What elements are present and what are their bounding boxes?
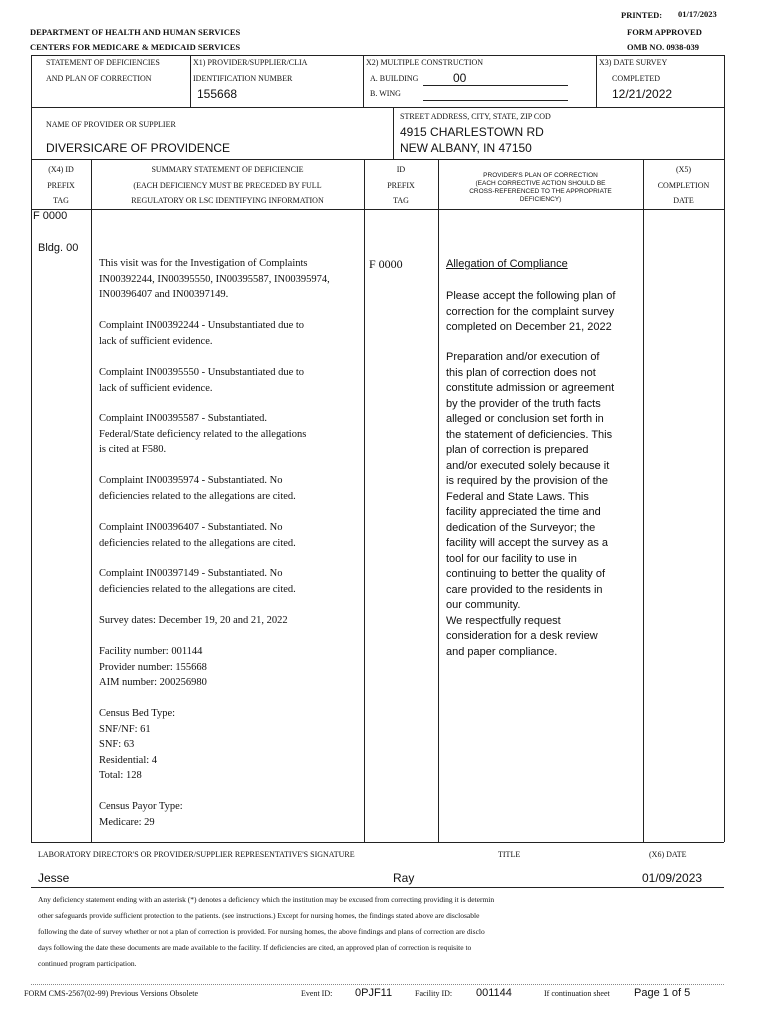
disclaimer-line: other safeguards provide sufficient protection to the patients. (see instructions.) Except for nursing homes, the findings stated above are disclosable [38,911,480,920]
building-tag: Bldg. 00 [38,242,79,254]
x1-label-1: X1) PROVIDER/SUPPLIER/CLIA [193,58,308,67]
id-header-2: PREFIX [387,181,415,190]
x2-label: X2) MULTIPLE CONSTRUCTION [366,58,484,67]
continuation-label: If continuation sheet [544,989,610,998]
disclaimer-line: following the date of survey whether or not a plan of correction is provided. For nursing homes, the above findings and plans of correction are disclo [38,927,485,936]
footer-rule [31,984,724,985]
grid-line [91,159,92,842]
plan-header-1: PROVIDER'S PLAN OF CORRECTION [483,172,598,179]
x5-header-3: DATE [673,196,694,205]
x4-header-3: TAG [53,196,69,205]
cms-title: CENTERS FOR MEDICARE & MEDICAID SERVICES [30,42,241,52]
summary-paragraph: This visit was for the Investigation of Complaints IN00392244, IN00395550, IN00395587, IN00395974, IN00396407 and IN00397149. [99,258,330,301]
page-number: Page 1 of 5 [634,987,691,999]
plan-header-2: (EACH CORRECTIVE ACTION SHOULD BE [475,180,606,187]
grid-line [31,159,724,160]
plan-header-4: DEFICIENCY) [519,196,562,203]
summary-paragraph: Complaint IN00392244 - Unsubstantiated due to lack of sufficient evidence. [99,320,305,347]
grid-line [438,159,439,842]
address-label: STREET ADDRESS, CITY, STATE, ZIP COD [400,112,551,121]
event-id-label: Event ID: [301,989,333,998]
date-survey-completed: 12/21/2022 [612,87,673,101]
provider-name-label: NAME OF PROVIDER OR SUPPLIER [46,120,176,129]
disclaimer-line: days following the date these documents are made available to the facility. If deficiencies are cited, an approved plan of correction is requisite to [38,943,472,952]
plan-title: Allegation of Compliance [446,258,568,270]
form-number: FORM CMS-2567(02-99) Previous Versions Obsolete [24,989,199,998]
provider-number: 155668 [197,87,238,101]
department-title: DEPARTMENT OF HEALTH AND HUMAN SERVICES [30,27,241,37]
right-prefix-tag: F 0000 [369,257,403,271]
x3-label-1: X3) DATE SURVEY [599,58,668,67]
x3-label-2: COMPLETED [612,74,660,83]
id-header-1: ID [396,165,406,174]
signature-name: Jesse [38,871,70,885]
facility-id: 001144 [476,987,512,999]
plan-paragraph: Preparation and/or execution of this plan of correction does not constitute admission or agreement by the provider of the truth facts alleged or conclusion set forth in the statement of deficiencies. This plan of correction is prepared and/or executed solely because it is required by the provision of the Federal and State Laws. This facility appreciated the time and dedication of the Surveyor; the facility will accept the survey as a tool for our facility to use in continuing to better the quality of care provided to the residents in our community. We respectfully request consideration for a desk review and paper compliance. [446,351,615,658]
facility-numbers: Facility number: 001144 Provider number: 155668 AIM number: 200256980 [99,646,207,689]
summary-paragraph: Complaint IN00395587 - Substantiated. Federal/State deficiency related to the allegations is cited at F580. [99,413,307,456]
disclaimer-line: continued program participation. [38,959,137,968]
form-approved: FORM APPROVED [627,27,702,37]
id-header-3: TAG [393,196,409,205]
building-value: 00 [453,71,467,85]
grid-line [393,107,394,159]
x5-header-2: COMPLETION [657,181,710,190]
left-prefix-tag: F 0000 [33,210,68,222]
grid-line [364,159,365,842]
statement-label-2: AND PLAN OF CORRECTION [46,74,152,83]
printed-date: 01/17/2023 [678,9,717,19]
signature-label: LABORATORY DIRECTOR'S OR PROVIDER/SUPPLIER REPRESENTATIVE'S SIGNATURE [38,850,355,859]
facility-id-label: Facility ID: [415,989,453,998]
grid-line [724,55,725,842]
disclaimer-line: Any deficiency statement ending with an asterisk (*) denotes a deficiency which the institution may be excused from correcting providing it is determin [38,895,495,904]
grid-line [31,209,724,210]
signature-title: Ray [393,871,415,885]
census-payor-type: Census Payor Type: Medicare: 29 [99,801,183,828]
wing-underline [423,100,568,101]
summary-paragraph: Complaint IN00396407 - Substantiated. No deficiencies related to the allegations are cited. [99,522,296,549]
summary-header-1: SUMMARY STATEMENT OF DEFICIENCIE [151,165,304,174]
x4-header-2: PREFIX [47,181,75,190]
grid-line [596,55,597,107]
plan-header-3: CROSS-REFERENCED TO THE APPROPRIATE [469,188,612,195]
title-label: TITLE [498,850,521,859]
city-state-zip: NEW ALBANY, IN 47150 [400,141,532,155]
x4-header-1: (X4) ID [48,165,74,174]
summary-paragraph: Complaint IN00397149 - Substantiated. No deficiencies related to the allegations are cited. [99,568,296,595]
grid-line [31,842,724,843]
census-bed-type: Census Bed Type: SNF/NF: 61 SNF: 63 Residential: 4 Total: 128 [99,708,176,782]
building-label: A. BUILDING [370,74,419,83]
printed-label: PRINTED: [621,10,663,20]
signature-date: 01/09/2023 [642,871,703,885]
x1-label-2: IDENTIFICATION NUMBER [193,74,293,83]
grid-line [31,55,724,56]
grid-line [190,55,191,107]
grid-line [363,55,364,107]
summary-header-2: (EACH DEFICIENCY MUST BE PRECEDED BY FULL [133,181,322,190]
wing-label: B. WING [370,89,401,98]
building-underline [423,85,568,86]
x5-header-1: (X5) [675,165,692,174]
omb-number: OMB NO. 0938-039 [627,42,700,52]
grid-line [31,887,724,888]
grid-line [643,159,644,842]
provider-name: DIVERSICARE OF PROVIDENCE [46,141,231,155]
grid-line [31,107,724,108]
survey-dates: Survey dates: December 19, 20 and 21, 2022 [99,615,288,626]
plan-paragraph: Please accept the following plan of correction for the complaint survey completed on December 21, 2022 [446,290,616,333]
summary-header-3: REGULATORY OR LSC IDENTIFYING INFORMATION [131,196,324,205]
street-address: 4915 CHARLESTOWN RD [400,125,544,139]
x6-date-label: (X6) DATE [649,850,687,859]
statement-label-1: STATEMENT OF DEFICIENCIES [46,58,160,67]
summary-paragraph: Complaint IN00395974 - Substantiated. No deficiencies related to the allegations are cited. [99,475,296,502]
event-id: 0PJF11 [355,987,393,999]
summary-paragraph: Complaint IN00395550 - Unsubstantiated due to lack of sufficient evidence. [99,367,305,394]
